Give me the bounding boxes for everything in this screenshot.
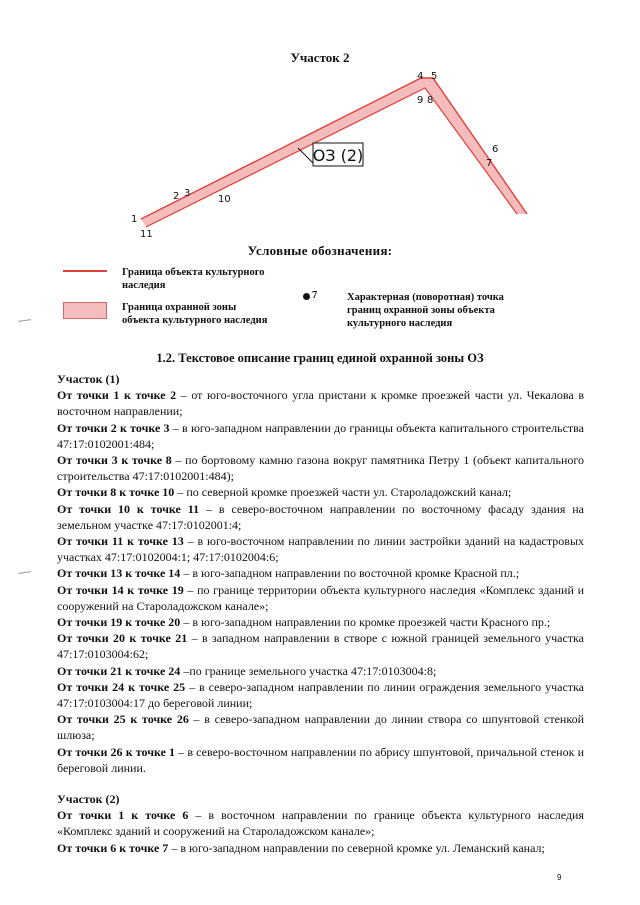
- plan-title: Участок 2: [290, 50, 350, 65]
- point-label-5: 5: [431, 71, 438, 82]
- zone-label-leader: [298, 148, 313, 163]
- route-description: – по бортовому камню газона вокруг памятника Петру 1 (объект капитального строительства 47:17:0102001:484);: [57, 453, 584, 484]
- point-label-8: 8: [427, 95, 434, 106]
- legend-point-number: 7: [312, 290, 318, 301]
- route-description: – в восточном направлении по границе объекта культурного наследия «Комплекс зданий и сооружений на Староладожском канале»;: [57, 808, 584, 839]
- route-description: – в северо-восточном направлении по абрису шпунтовой, причальной стенок и береговой линии.: [57, 744, 584, 775]
- point-label-1: 1: [131, 214, 138, 225]
- description-item: [57, 387, 584, 419]
- description-item: [57, 582, 584, 614]
- point-label-7: 7: [486, 158, 493, 169]
- route-description: – по северной кромке проезжей части ул. Староладожский канал;: [174, 485, 512, 500]
- section-heading: 1.2. Текстовое описание границ единой охранной зоны ОЗ: [156, 351, 484, 365]
- point-range: От точки 24 к точке 25: [57, 679, 186, 694]
- description-item: [57, 484, 584, 500]
- route-description: – в юго-восточном направлении по линии застройки зданий на кадастровых участках 47:17:0102004:1; 47:17:0102004:6;: [57, 534, 585, 565]
- route-description: – в юго-западном направлении по северной кромке ул. Леманский канал;: [168, 840, 545, 855]
- point-range: От точки 10 к точке 11: [57, 501, 200, 516]
- route-description: – от юго-восточного угла пристани к кромке проезжей части ул. Чекалова в восточном направлении;: [57, 388, 584, 419]
- route-description: – в западном направлении в створе с южной границей земельного участка 47:17:0103004:62;: [57, 631, 584, 662]
- point-range: От точки 8 к точке 10: [57, 485, 175, 500]
- point-label-9: 9: [417, 95, 424, 106]
- route-description: – в северо-западном направлении до линии створа со шпунтовой стенкой шлюза;: [57, 712, 584, 743]
- legend-point-dot: [303, 293, 310, 300]
- page-number: 9: [557, 873, 562, 882]
- description-item: [57, 679, 584, 711]
- description-item: [57, 840, 584, 856]
- legend-point-label: Характерная (поворотная) точка границ охранной зоны объекта культурного наследия: [347, 292, 504, 329]
- point-label-4: 4: [417, 71, 424, 82]
- legend-zone-fill-label: Граница охранной зоны объекта культурного наследия: [122, 302, 268, 326]
- description-text: [57, 371, 584, 856]
- point-range: От точки 20 к точке 21: [57, 631, 188, 646]
- description-item: [57, 663, 584, 679]
- route-description: – в юго-западном направлении по восточной кромке Красной пл.;: [180, 566, 520, 581]
- margin-mark: [18, 319, 31, 322]
- description-item: [57, 452, 584, 484]
- description-item: [57, 744, 584, 776]
- legend-boundary-line-swatch: [63, 270, 107, 272]
- point-range: От точки 13 к точке 14: [57, 566, 181, 581]
- description-item: [57, 533, 584, 565]
- margin-mark: [18, 571, 31, 574]
- point-range: От точки 26 к точке 1: [57, 744, 176, 759]
- point-range: От точки 1 к точке 2: [57, 388, 177, 403]
- point-range: От точки 25 к точке 26: [57, 712, 189, 727]
- description-item: [57, 565, 584, 581]
- description-item: [57, 501, 584, 533]
- description-item: [57, 614, 584, 630]
- route-description: – в юго-западном направлении до границы объекта капитального строительства 47:17:0102001:484;: [57, 420, 584, 451]
- point-range: От точки 21 к точке 24: [57, 663, 181, 678]
- point-range: От точки 11 к точке 13: [57, 534, 184, 549]
- point-label-6: 6: [492, 144, 499, 155]
- description-item: [57, 630, 584, 662]
- section1-items: [57, 387, 584, 776]
- point-range: От точки 1 к точке 6: [57, 808, 189, 823]
- section2-title: Участок (2): [57, 792, 120, 807]
- section1-title: Участок (1): [57, 372, 120, 386]
- point-range: От точки 14 к точке 19: [57, 582, 184, 597]
- route-description: – в северо-восточном направлении по восточному фасаду здания на земельном участке 47:17:0102001:4;: [57, 501, 585, 532]
- description-item: [57, 420, 584, 452]
- route-description: – в юго-западном направлении по кромке проезжей части Красного пр.;: [180, 615, 551, 630]
- point-range: От точки 19 к точке 20: [57, 615, 181, 630]
- legend-title: Условные обозначения:: [247, 243, 393, 258]
- route-description: –по границе земельного участка 47:17:0103004:8;: [180, 663, 437, 678]
- legend-boundary-line-label: Граница объекта культурного наследия: [122, 267, 265, 291]
- point-label-10: 10: [218, 194, 231, 205]
- route-description: – в северо-западном направлении по линии ограждения земельного участка 47:17:0103004:17 до береговой линии;: [57, 679, 584, 711]
- zone-label: ОЗ (2): [312, 146, 364, 165]
- point-label-11: 11: [140, 229, 153, 240]
- point-range: От точки 6 к точке 7: [57, 840, 169, 855]
- point-label-2: 2: [173, 191, 180, 202]
- point-range: От точки 3 к точке 8: [57, 453, 172, 468]
- boundary-plan: [0, 62, 640, 242]
- description-item: [57, 711, 584, 743]
- point-label-3: 3: [184, 188, 191, 199]
- route-description: – по границе территории объекта культурного наследия «Комплекс зданий и сооружений на Староладожском канале»;: [57, 582, 584, 613]
- point-range: От точки 2 к точке 3: [57, 420, 170, 435]
- section2-items: [57, 807, 584, 856]
- description-item: [57, 807, 584, 839]
- legend-zone-fill-swatch: [63, 302, 107, 319]
